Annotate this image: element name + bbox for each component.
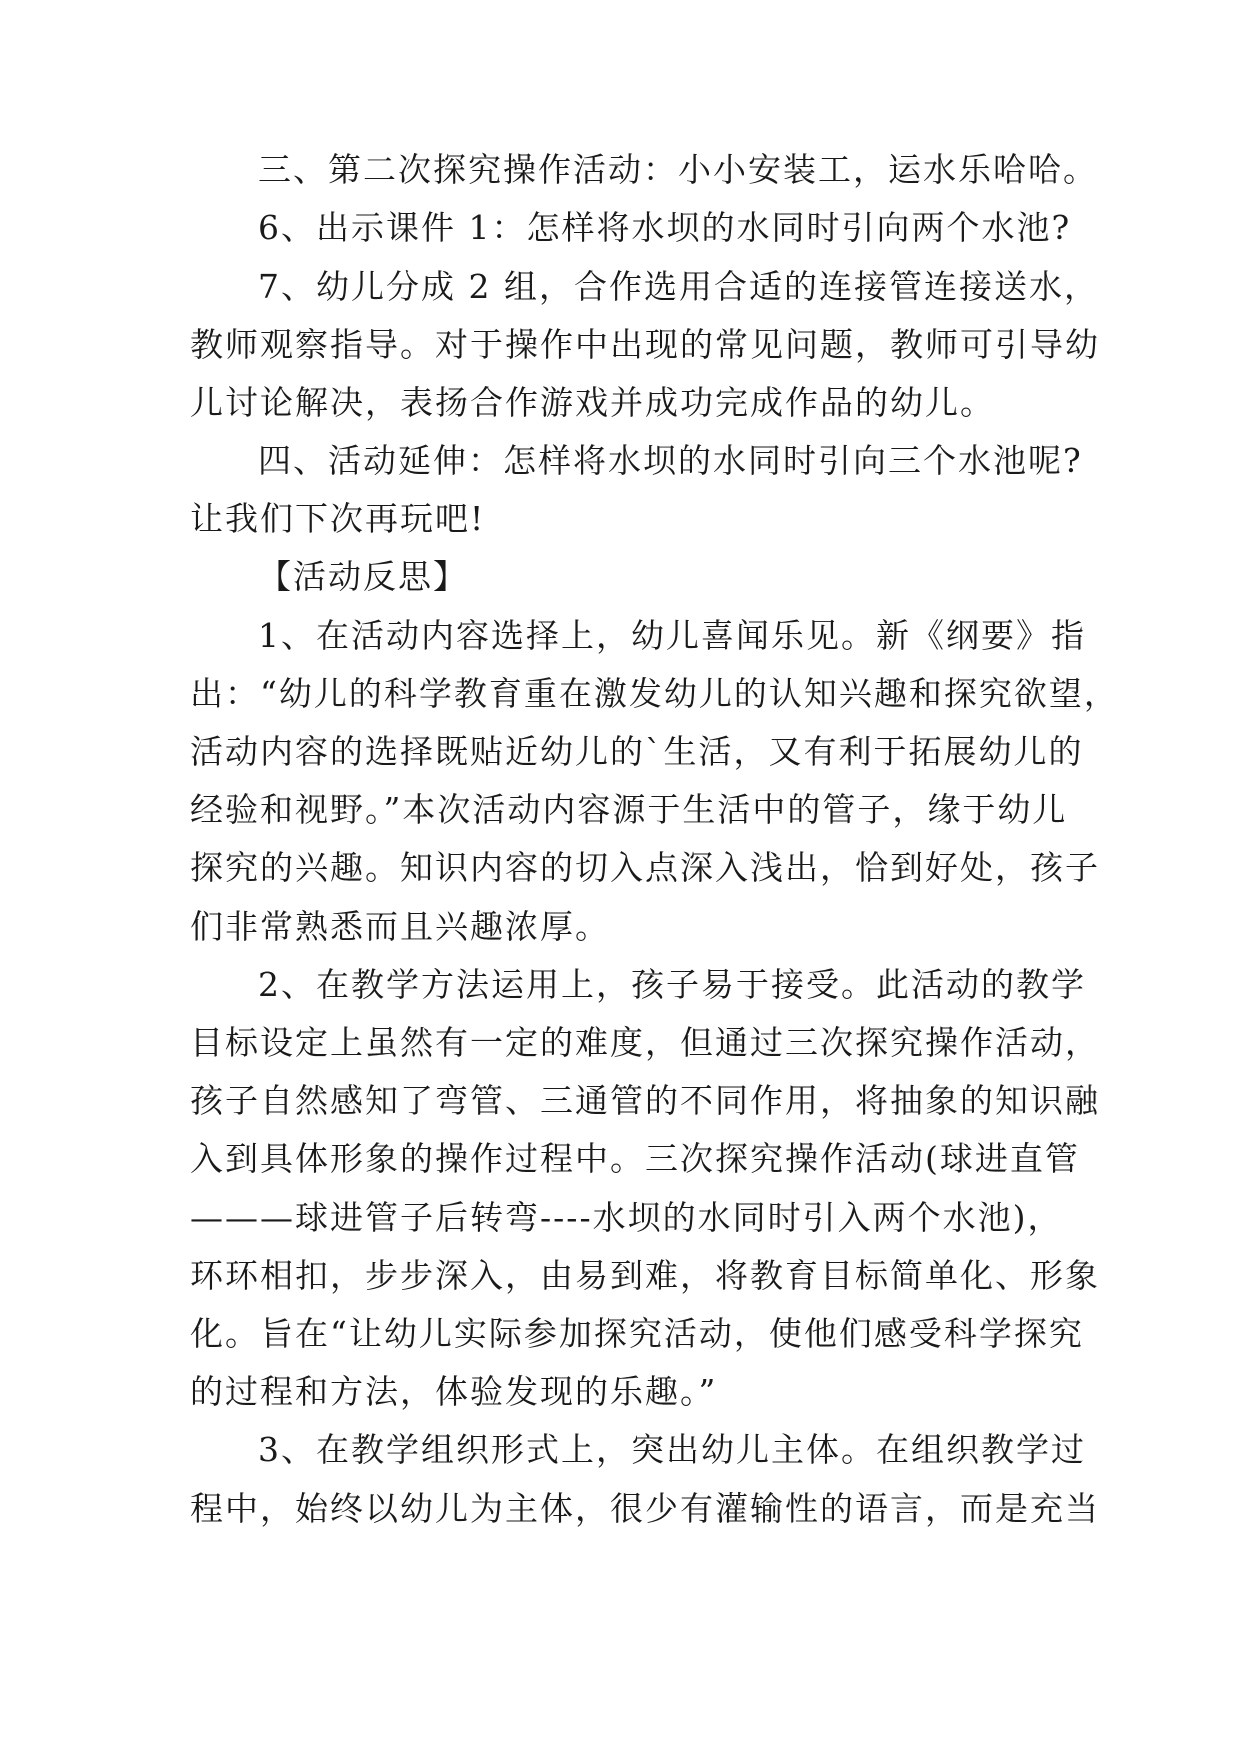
paragraph-line: 经验和视野。”本次活动内容源于生活中的管子，缘于幼儿 [190, 790, 1068, 829]
paragraph-line: 教师观察指导。对于操作中出现的常见问题，教师可引导幼 [190, 325, 1100, 364]
paragraph-line: 1、在活动内容选择上，幼儿喜闻乐见。新《纲要》指 [258, 616, 1086, 655]
paragraph-line: 三、第二次探究操作活动：小小安装工，运水乐哈哈。 [258, 150, 1098, 189]
paragraph-line: 入到具体形象的操作过程中。三次探究操作活动(球进直管 [190, 1139, 1080, 1178]
paragraph-line: ———球进管子后转弯----水坝的水同时引入两个水池)， [190, 1198, 1063, 1237]
paragraph-line: 环环相扣，步步深入，由易到难，将教育目标简单化、形象 [190, 1256, 1100, 1295]
paragraph-line: 6、出示课件 1：怎样将水坝的水同时引向两个水池? [258, 208, 1072, 247]
paragraph-line: 的过程和方法，体验发现的乐趣。” [190, 1372, 718, 1411]
paragraph-line: 2、在教学方法运用上，孩子易于接受。此活动的教学 [258, 965, 1086, 1004]
paragraph-line: 7、幼儿分成 2 组，合作选用合适的连接管连接送水， [258, 267, 1099, 306]
paragraph-line: 出：“幼儿的科学教育重在激发幼儿的认知兴趣和探究欲望， [190, 674, 1119, 713]
paragraph-line: 活动内容的选择既贴近幼儿的`生活，又有利于拓展幼儿的 [190, 732, 1084, 771]
paragraph-line: 让我们下次再玩吧! [190, 499, 486, 538]
paragraph-line: 程中，始终以幼儿为主体，很少有灌输性的语言，而是充当 [190, 1489, 1100, 1528]
paragraph-line: 儿讨论解决，表扬合作游戏并成功完成作品的幼儿。 [190, 383, 995, 422]
paragraph-line: 化。旨在“让幼儿实际参加探究活动，使他们感受科学探究 [190, 1314, 1084, 1353]
paragraph-line: 们非常熟悉而且兴趣浓厚。 [190, 907, 610, 946]
paragraph-line: 3、在教学组织形式上，突出幼儿主体。在组织教学过 [258, 1430, 1086, 1469]
section-heading: 【活动反思】 [258, 557, 468, 596]
paragraph-line: 四、活动延伸：怎样将水坝的水同时引向三个水池呢? [258, 441, 1083, 480]
paragraph-line: 目标设定上虽然有一定的难度，但通过三次探究操作活动， [190, 1023, 1100, 1062]
paragraph-line: 探究的兴趣。知识内容的切入点深入浅出，恰到好处，孩子 [190, 848, 1100, 887]
paragraph-line: 孩子自然感知了弯管、三通管的不同作用，将抽象的知识融 [190, 1081, 1100, 1120]
